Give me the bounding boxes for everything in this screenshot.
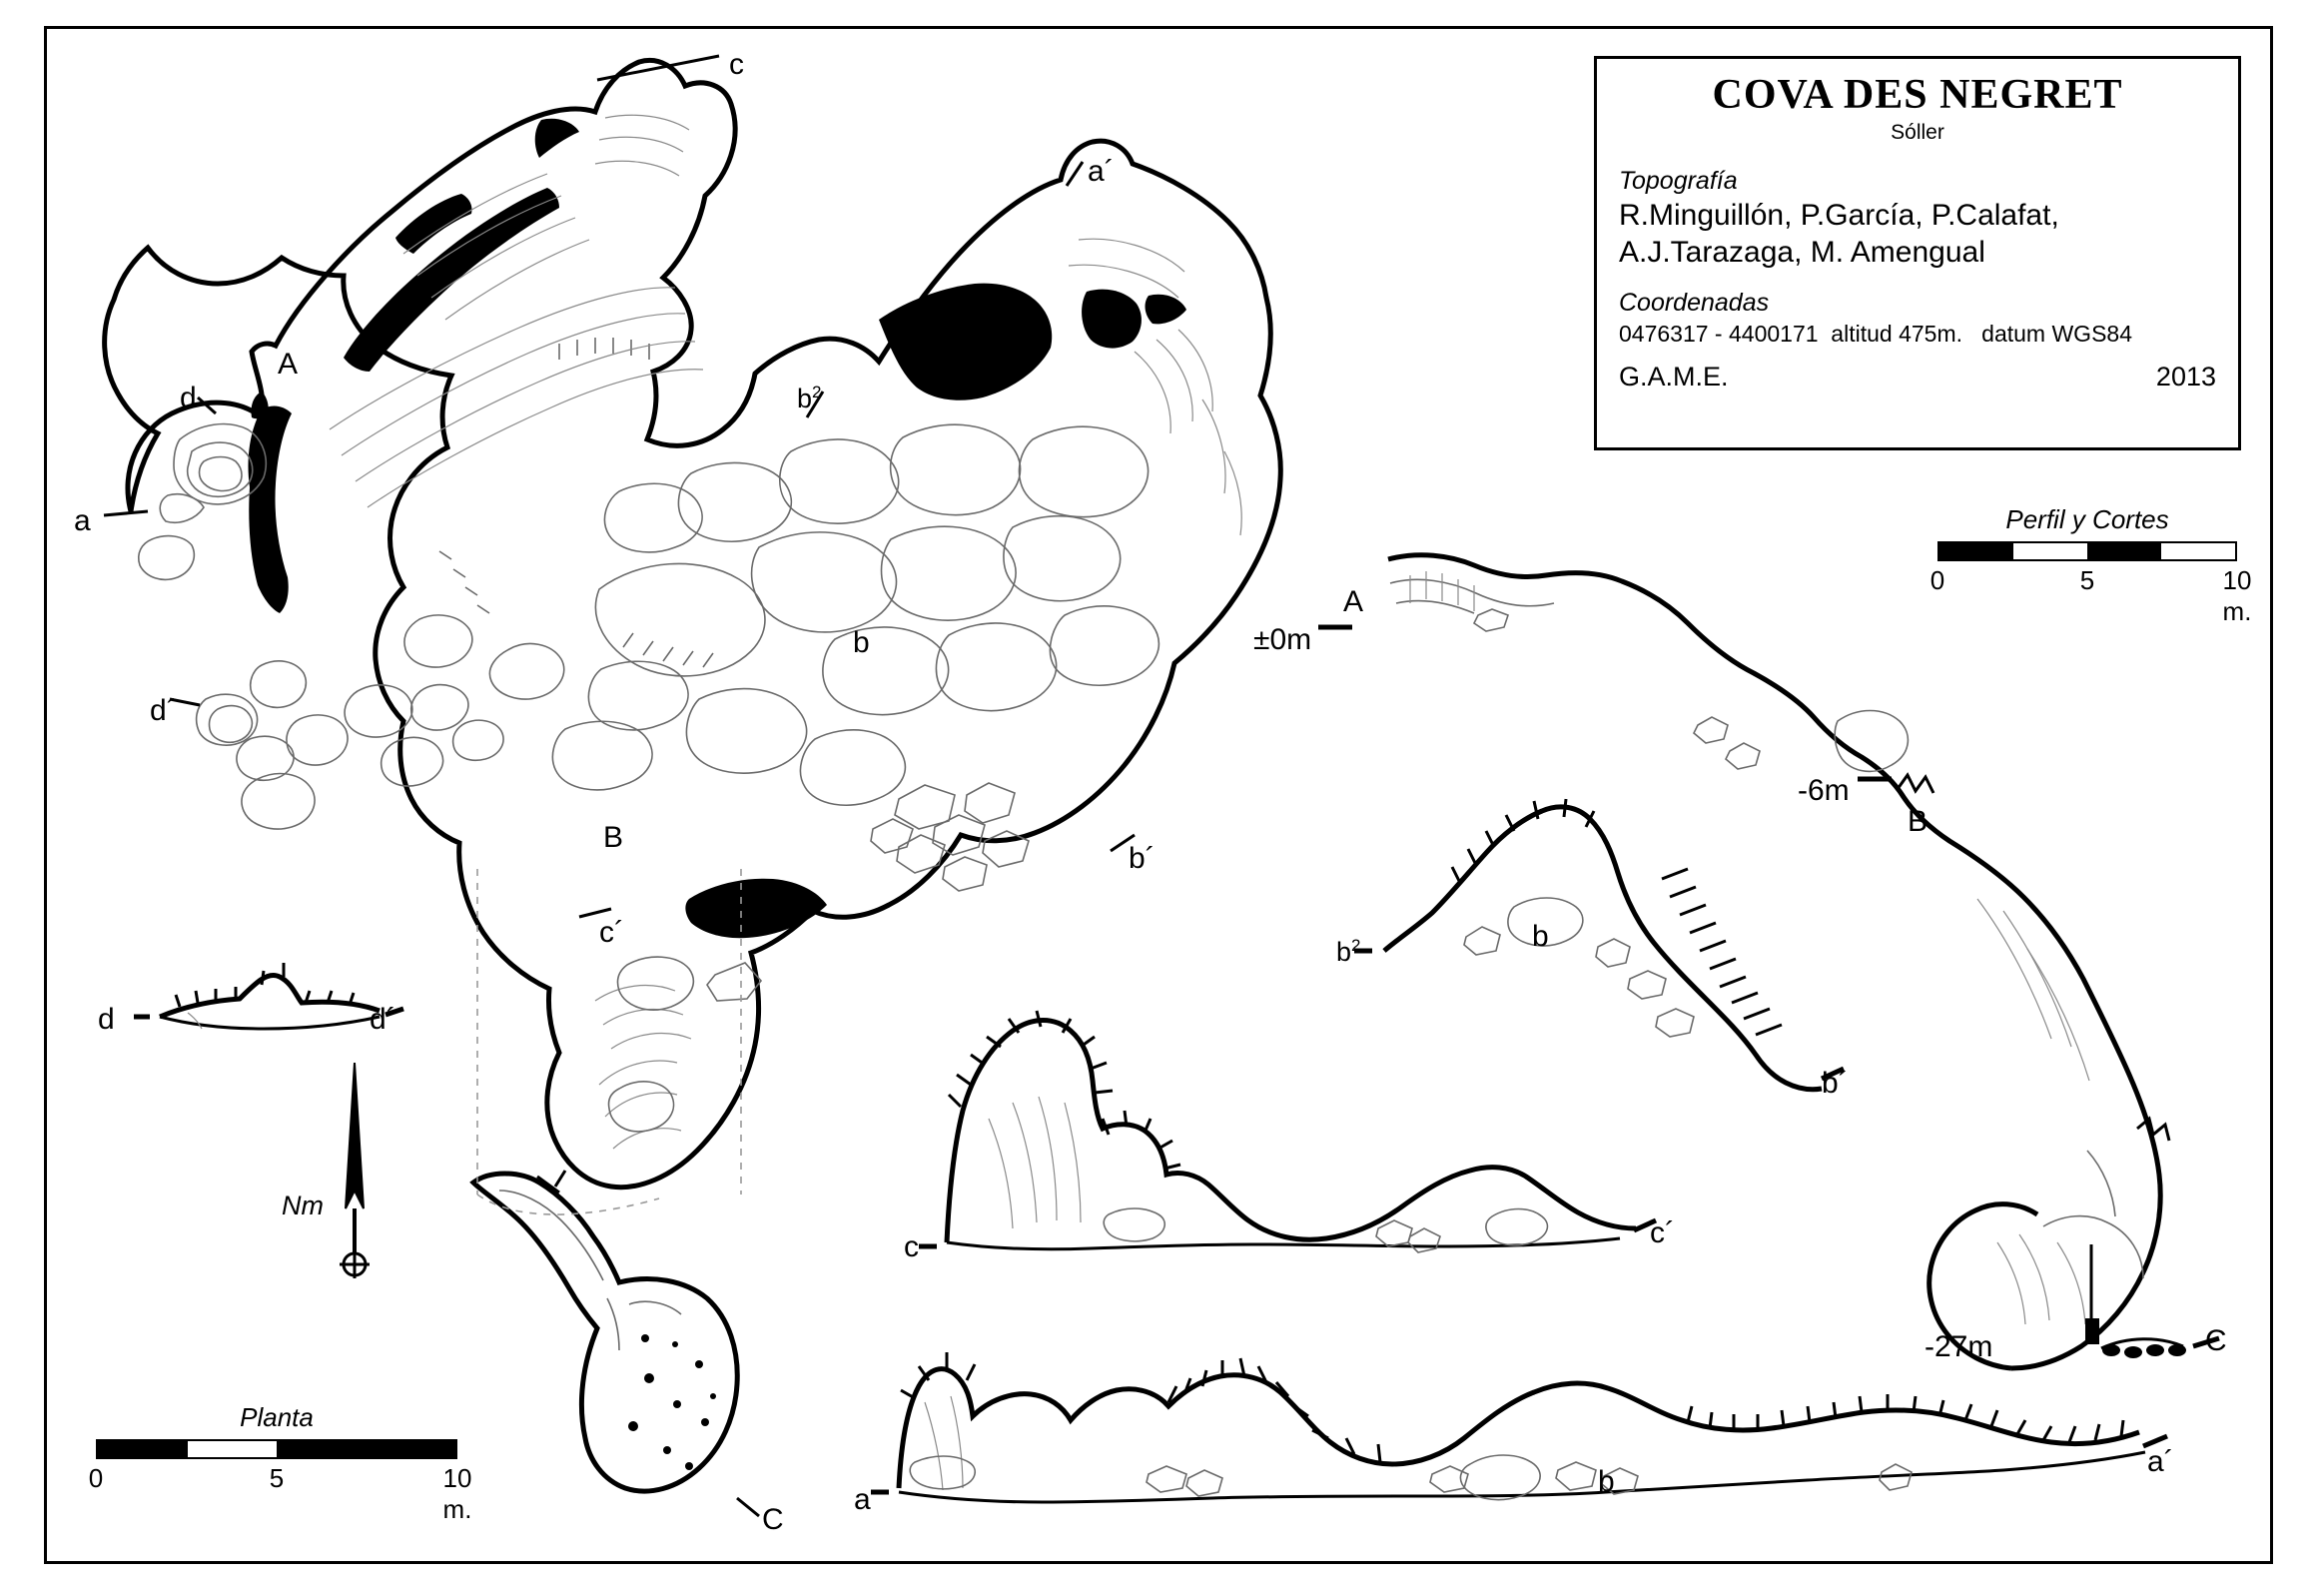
survey-year: 2013: [2155, 361, 2216, 392]
plan-label-A: A: [278, 348, 299, 381]
title-cartouche: [1594, 56, 2241, 450]
section-label-c-prime: c´: [1650, 1216, 1675, 1249]
plan-label-b-prime: b´: [1129, 842, 1156, 875]
coordinates-label: Coordenadas: [1619, 288, 1770, 317]
depth-label-minus6m: -6m: [1798, 774, 1850, 807]
cave-title: COVA DES NEGRET: [1712, 72, 2123, 118]
depth-label-minus27m: -27m: [1925, 1330, 1993, 1363]
plan-scale-segments: [96, 1439, 457, 1459]
section-label-b-prime: b´: [1822, 1067, 1849, 1100]
profile-scale-tick-5: 5: [2079, 565, 2095, 595]
surveyors-line-2: A.J.Tarazaga, M. Amengual: [1619, 236, 1985, 270]
surveyors-line-1: R.Minguillón, P.García, P.Calafat,: [1619, 199, 2059, 233]
plan-label-a-prime: a´: [1088, 155, 1115, 188]
locality: Sóller: [1891, 121, 1944, 145]
plan-label-d-prime: d´: [150, 694, 177, 727]
plan-label-d: d: [180, 382, 197, 414]
profile-scale-segments: [1937, 541, 2237, 561]
profile-scale-tick-0: 0: [1929, 565, 1945, 595]
profile-scale-tick-10: 10 m.: [2222, 565, 2252, 626]
profile-scale-bar: [1929, 504, 2252, 626]
section-label-A: A: [1343, 585, 1364, 618]
plan-label-b2: $b^2$: [797, 383, 822, 413]
plan-scale-tick-10: 10 m.: [442, 1463, 472, 1524]
plan-label-b: b: [853, 626, 870, 659]
plan-label-a: a: [74, 504, 91, 537]
plan-label-B: B: [603, 821, 624, 854]
survey-label: Topografía: [1619, 167, 1738, 196]
section-label-a: a: [854, 1483, 871, 1516]
plan-scale-caption: Planta: [240, 1402, 314, 1432]
datum-label-0m: ±0m: [1253, 623, 1312, 656]
coordinates-value: 0476317 - 4400171 altitud 475m. datum WGS84: [1619, 320, 2132, 347]
club-name: G.A.M.E.: [1619, 361, 1729, 392]
section-label-c: c: [904, 1230, 919, 1263]
profile-scale-caption: Perfil y Cortes: [2005, 504, 2169, 534]
section-d-end-label: d´: [370, 1003, 396, 1036]
plan-scale-bar: [88, 1402, 472, 1524]
section-label-C: C: [2205, 1324, 2227, 1357]
plan-label-c-prime: c´: [599, 916, 624, 949]
section-label-b-floor: b: [1598, 1465, 1615, 1498]
north-label: Nm: [282, 1191, 324, 1220]
section-d-start-label: d: [98, 1003, 115, 1036]
plan-scale-tick-0: 0: [88, 1463, 104, 1493]
section-label-B: B: [1908, 805, 1928, 838]
plan-label-c: c: [729, 48, 744, 81]
section-label-b: b: [1532, 920, 1549, 953]
section-label-a-prime: a´: [2147, 1445, 2174, 1478]
plan-scale-tick-5: 5: [269, 1463, 285, 1493]
north-arrow: [282, 1059, 409, 1278]
section-label-b2: $b^2$: [1336, 936, 1361, 967]
plan-label-C: C: [762, 1503, 784, 1536]
